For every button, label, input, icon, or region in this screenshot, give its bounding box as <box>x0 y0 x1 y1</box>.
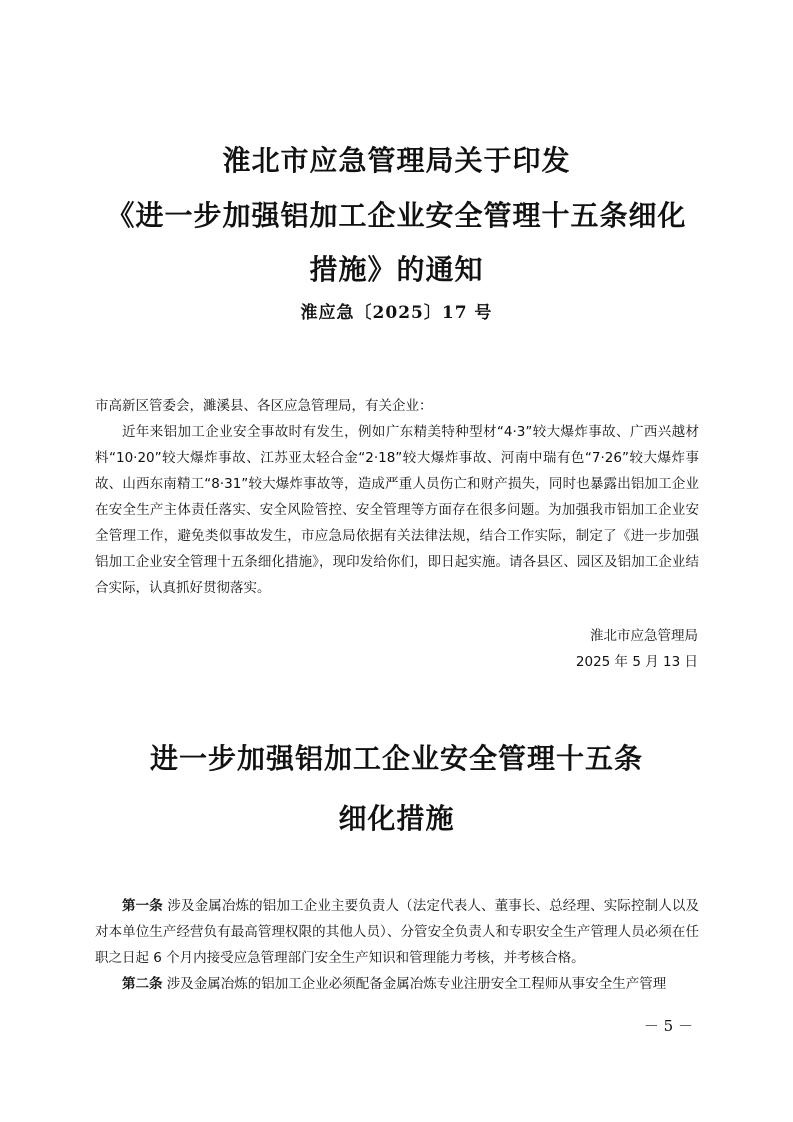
notice-title-line3: 措施》的通知 <box>309 253 484 286</box>
addressee: 市高新区管委会，濉溪县、各区应急管理局，有关企业： <box>95 398 433 414</box>
signature-organization: 淮北市应急管理局 <box>590 628 698 644</box>
clause-1-label: 第一条 <box>122 898 163 914</box>
signature-date: 2025 年 5 月 13 日 <box>575 654 698 670</box>
body-paragraph: 近年来铝加工企业安全事故时有发生，例如广东精美特种型材“4·3”较大爆炸事故、广西兴越材料“10·20”较大爆炸事故、江苏亚太轻合金“2·18”较大爆炸事故、河南中瑞有色“7·26”较大爆炸事故、山西东南精工“8·31”较大爆炸事故等，造成严重人员伤亡和财产损失，同时也暴露出铝加工企业在安全生产主体责任落实、安全风险管控、安全管理等方面存在很多问题。为加强我市铝加工企业安全管理工作，避免类似事故发生，市应急局依据有关法律法规，结合工作实际，制定了《进一步加强铝加工企业安全管理十五条细化措施》，现印发给你们，即日起实施。请各县区、园区及铝加工企业结合实际，认真抓好贯彻落实。 <box>95 424 699 596</box>
measures-title-line1: 进一步加强铝加工企业安全管理十五条 <box>149 742 643 775</box>
notice-title-line2: 《进一步加强铝加工企业安全管理十五条细化 <box>106 199 687 232</box>
notice-title-line1: 淮北市应急管理局关于印发 <box>222 144 571 177</box>
clause-1-text: 涉及金属冶炼的铝加工企业主要负责人（法定代表人、董事长、总经理、实际控制人以及对本单位生产经营负有最高管理权限的其他人员）、分管安全负责人和专职安全生产管理人员必须在任职之日起 6 个月内接受应急管理部门安全生产知识和管理能力考核，并考核合格。 <box>95 898 700 966</box>
measures-title-line2: 细化措施 <box>338 802 455 835</box>
clause-2 <box>95 971 699 997</box>
clause-1 <box>95 893 699 971</box>
document-number: 淮应急〔2025〕17 号 <box>300 303 493 323</box>
clause-2-label: 第二条 <box>122 976 163 992</box>
clause-2-text: 涉及金属冶炼的铝加工企业必须配备金属冶炼专业注册安全工程师从事安全生产管理 <box>166 976 667 992</box>
page-number: － 5 － <box>643 1017 693 1035</box>
